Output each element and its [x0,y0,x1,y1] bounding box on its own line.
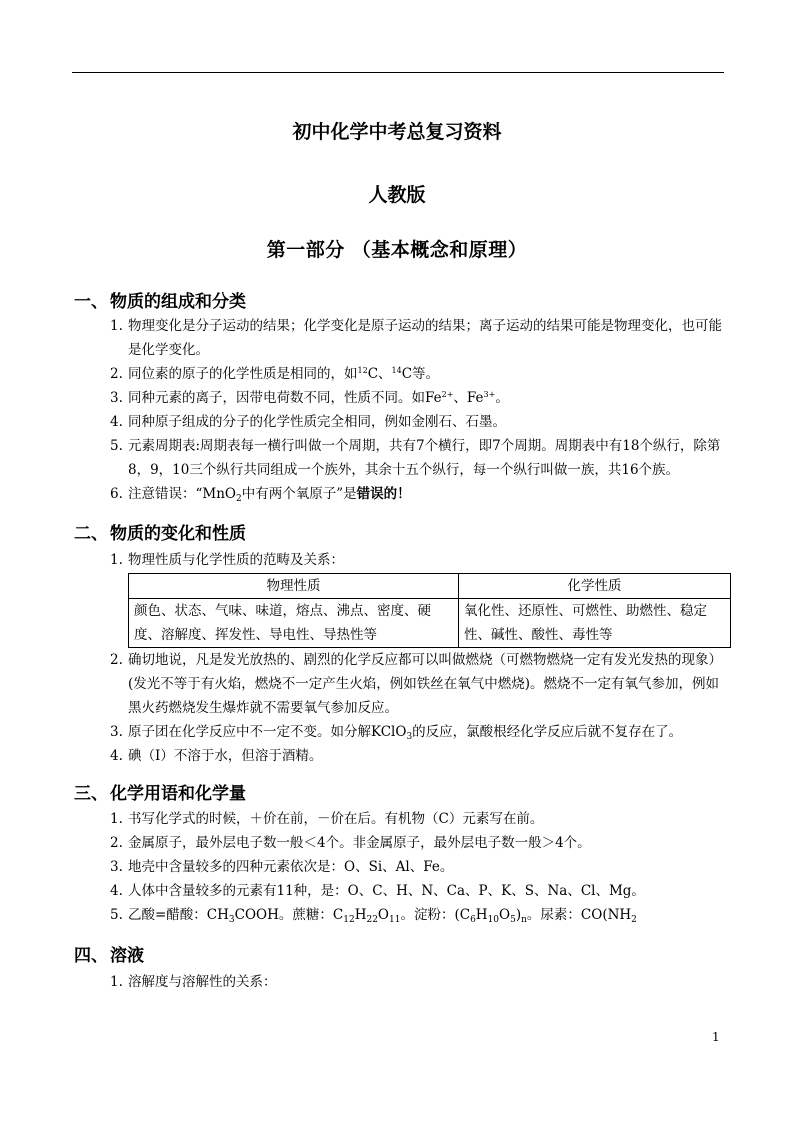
list-item: 5. 元素周期表:周期表每一横行叫做一个周期，共有7个横行，即7个周期。周期表中有18个纵行，除第8，9，10三个纵行共同组成一个族外，其余十五个纵行，每一个纵行叫做一族，共16个族。 [110,438,721,478]
properties-table [128,573,731,648]
list-item: 2. 同位素的原子的化学性质是相同的，如$^{12}$C、$^{14}$C等。 [110,366,440,382]
document-title: 初中化学中考总复习资料 [292,121,502,143]
list-item: 3. 同种元素的离子，因带电荷数不同，性质不同。如$Fe^{2+}$、$Fe^{3+}$。 [110,390,509,406]
section-3-list [110,807,728,927]
list-item: 4. 人体中含量较多的元素有11种，是：O、C、H、N、Ca、P、K、S、Na、Cl、Mg。 [110,883,645,899]
table-header-physical: 物理性质 [129,574,459,599]
list-item: 1. 书写化学式的时候，＋价在前，－价在后。有机物（C）元素写在前。 [110,811,544,827]
list-item: 5. 乙酸=醋酸：$CH_3COOH$。蔗糖：$C_{12}H_{22}O_{11}$。淀粉：$(C_6H_{10}O_5)_n$。尿素：$CO(NH_2$ [110,907,637,925]
table-header-chemical: 化学性质 [459,574,731,599]
list-item: 2. 金属原子，最外层电子数一般＜4个。非金属原子，最外层电子数一般＞4个。 [110,835,591,851]
edition-title: 人教版 [368,184,426,206]
header-rule [72,72,724,73]
list-item: 6. 注意错误：“MnO$_2$中有两个氧原子”是错误的！ [110,486,411,504]
section-heading-4: 四、 溶液 [74,946,144,966]
section-heading-2: 二、 物质的变化和性质 [74,524,246,544]
list-item: 1. 溶解度与溶解性的关系： [110,974,277,990]
table-cell-physical: 颜色、状态、气味、味道，熔点、沸点、密度、硬度、溶解度、挥发性、导电性、导热性等 [129,599,459,648]
list-item: 1. 物理性质与化学性质的范畴及关系： [110,552,344,568]
table-row [129,599,731,648]
list-item: 4. 碘（I）不溶于水，但溶于酒精。 [110,748,323,764]
page-number: 1 [712,1030,720,1044]
list-item: 2. 确切地说，凡是发光放热的、剧烈的化学反应都可以叫做燃烧（可燃物燃烧一定有发光发热的现象）(发光不等于有火焰，燃烧不一定产生火焰，例如铁丝在氧气中燃烧)。燃烧不一定有氧气参加，例如黑火药燃烧发生爆炸就不需要氧气参加反应。 [110,652,722,716]
list-item: 1. 物理变化是分子运动的结果；化学变化是原子运动的结果；离子运动的结果可能是物理变化，也可能是化学变化。 [110,318,722,358]
table-header-row [129,574,731,599]
section-4-list [110,970,728,994]
section-heading-3: 三、 化学用语和化学量 [74,784,246,804]
list-item: 3. 原子团在化学反应中不一定不变。如分解KClO$_3$的反应，氯酸根经化学反应后就不复存在了。 [110,724,683,742]
section-2-list-a [110,548,728,572]
list-item: 3. 地壳中含量较多的四种元素依次是：O、Si、Al、Fe。 [110,859,454,875]
table-cell-chemical: 氧化性、还原性、可燃性、助燃性、稳定性、碱性、酸性、毒性等 [459,599,731,648]
section-2-list-b [110,648,728,768]
list-item: 4. 同种原子组成的分子的化学性质完全相同，例如金刚石、石墨。 [110,414,506,430]
section-heading-1: 一、 物质的组成和分类 [74,292,246,312]
section-1-list [110,314,728,506]
part-title: 第一部分 （基本概念和原理） [266,239,528,261]
